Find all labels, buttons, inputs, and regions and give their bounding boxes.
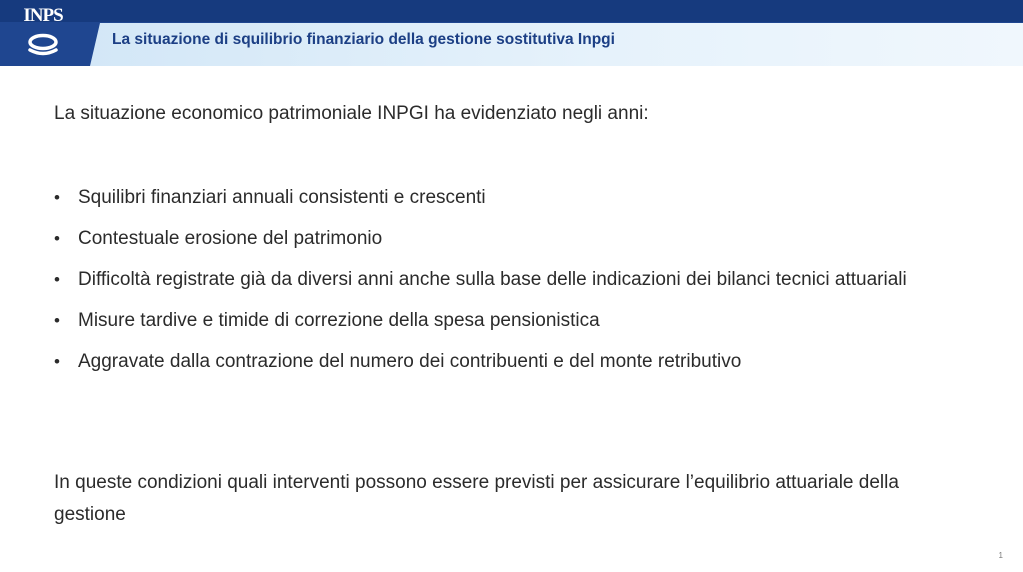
bullet-list bbox=[54, 183, 974, 388]
header-topline bbox=[0, 0, 1023, 22]
bullet-item bbox=[54, 224, 974, 253]
bullet-text: Squilibri finanziari annuali consistenti e crescenti bbox=[78, 187, 486, 208]
bullet-item bbox=[54, 347, 974, 376]
bullet-text: Difficoltà registrate già da diversi anni anche sulla base delle indicazioni dei bilanci tecnici attuariali bbox=[78, 269, 907, 290]
bullet-text: Misure tardive e timide di correzione della spesa pensionistica bbox=[78, 310, 600, 331]
bullet-dot-icon: • bbox=[54, 352, 60, 371]
bullet-dot-icon: • bbox=[54, 270, 60, 289]
bullet-text: Aggravate dalla contrazione del numero dei contribuenti e del monte retributivo bbox=[78, 351, 742, 372]
bullet-item bbox=[54, 265, 974, 294]
bullet-dot-icon: • bbox=[54, 229, 60, 248]
page-number: 1 bbox=[998, 551, 1003, 560]
closing-text: In queste condizioni quali interventi possono essere previsti per assicurare l’equilibrio attuariale della gestione bbox=[54, 472, 899, 525]
slide-title: La situazione di squilibrio finanziario della gestione sostitutiva Inpgi bbox=[112, 31, 615, 48]
bullet-dot-icon: • bbox=[54, 188, 60, 207]
inps-logo bbox=[18, 5, 68, 61]
intro-text: La situazione economico patrimoniale INPGI ha evidenziato negli anni: bbox=[54, 103, 649, 124]
logo-text: INPS bbox=[23, 5, 63, 26]
bullet-dot-icon: • bbox=[54, 311, 60, 330]
bullet-text: Contestuale erosione del patrimonio bbox=[78, 228, 383, 249]
bullet-item bbox=[54, 183, 974, 212]
slide-header bbox=[0, 0, 1023, 66]
logo-swirl-icon bbox=[27, 33, 59, 57]
bullet-item bbox=[54, 306, 974, 335]
